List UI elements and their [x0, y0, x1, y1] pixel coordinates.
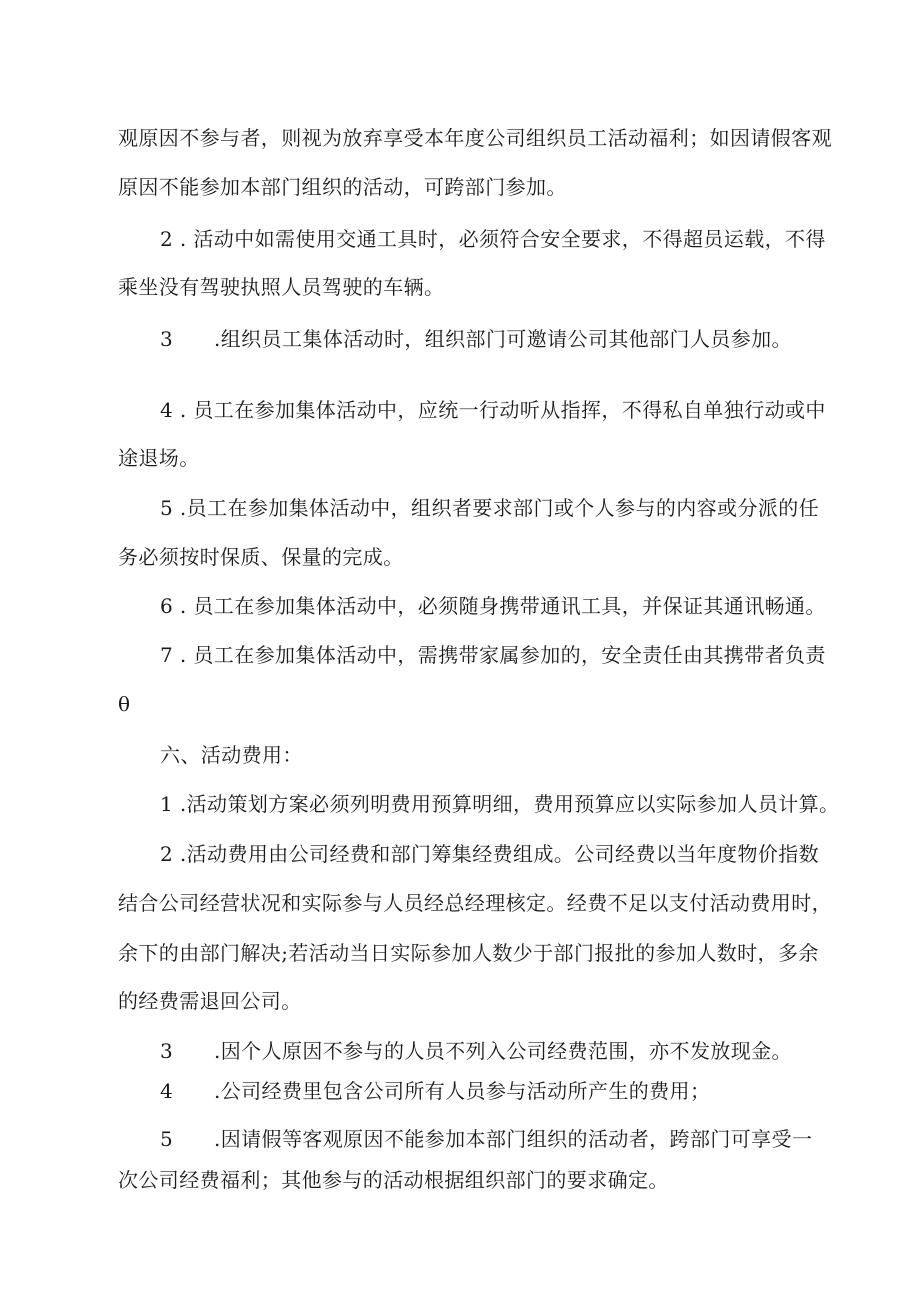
paragraph-line: 乘坐没有驾驶执照人员驾驶的车辆。 — [118, 275, 445, 299]
list-number: 5 — [160, 1127, 173, 1151]
cost-item-2: 2 .活动费用由公司经费和部门筹集经费组成。公司经费以当年度物价指数 — [160, 842, 820, 866]
cost-item-1: 1 .活动策划方案必须列明费用预算明细，费用预算应以实际参加人员计算。 — [160, 792, 840, 816]
paragraph-line: 务必须按时保质、保量的完成。 — [118, 545, 404, 569]
list-item-5: 5 .员工在参加集体活动中，组织者要求部门或个人参与的内容或分派的任 — [160, 496, 820, 520]
section-heading: 六、活动费用： — [160, 743, 303, 767]
cost-item-4: .公司经费里包含公司所有人员参与活动所产生的费用； — [214, 1079, 711, 1103]
cost-item-3: .因个人原因不参与的人员不列入公司经费范围，亦不发放现金。 — [214, 1039, 792, 1063]
paragraph-line: θ — [118, 692, 131, 716]
list-item-6: 6 . 员工在参加集体活动中，必须随身携带通讯工具，并保证其通讯畅通。 — [160, 594, 826, 618]
list-item-7: 7 . 员工在参加集体活动中，需携带家属参加的，安全责任由其携带者负责 — [160, 643, 826, 667]
cost-item-5: .因请假等客观原因不能参加本部门组织的活动者，跨部门可享受一 — [214, 1127, 813, 1151]
paragraph-line: 的经费需退回公司。 — [118, 989, 302, 1013]
paragraph-line: 途退场。 — [118, 446, 200, 470]
paragraph-line: 余下的由部门解决;若活动当日实际参加人数少于部门报批的参加人数时，多余 — [118, 941, 819, 965]
paragraph-line: 次公司经费福利；其他参与的活动根据组织部门的要求确定。 — [118, 1168, 669, 1192]
list-number: 4 — [160, 1079, 173, 1103]
list-item-3: .组织员工集体活动时，组织部门可邀请公司其他部门人员参加。 — [214, 327, 792, 351]
list-number: 3 — [160, 327, 173, 351]
list-number: 3 — [160, 1039, 173, 1063]
list-item-2: 2 . 活动中如需使用交通工具时，必须符合安全要求，不得超员运载，不得 — [160, 227, 826, 251]
paragraph-line: 结合公司经营状况和实际参与人员经总经理核定。经费不足以支付活动费用时， — [118, 891, 832, 915]
list-item-4: 4 . 员工在参加集体活动中，应统一行动听从指挥，不得私自单独行动或中 — [160, 398, 826, 422]
paragraph-line: 观原因不参与者，则视为放弃享受本年度公司组织员工活动福利；如因请假客观 — [118, 126, 832, 150]
paragraph-line: 原因不能参加本部门组织的活动，可跨部门参加。 — [118, 175, 567, 199]
